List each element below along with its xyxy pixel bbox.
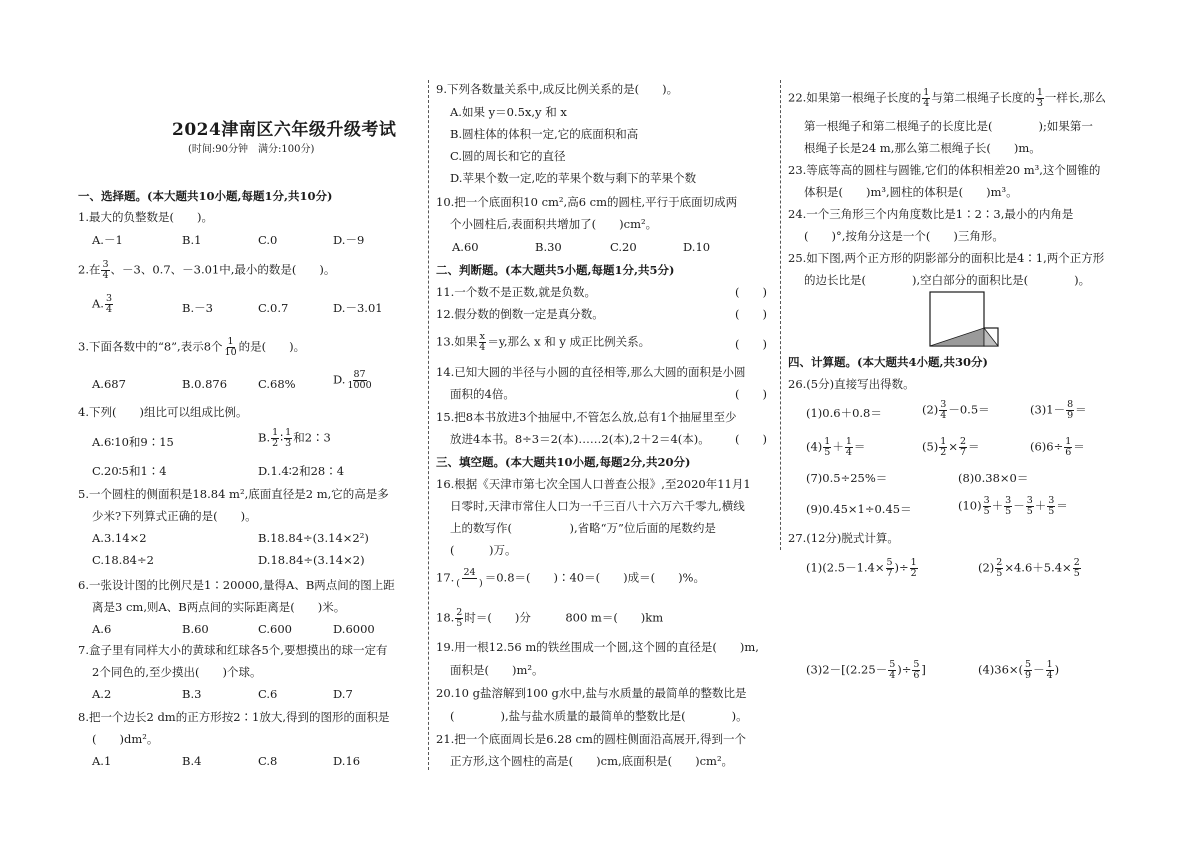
question-stem: 8.把一个边长2 dm的正方形按2∶1放大,得到的图形的面积是: [78, 710, 390, 724]
question-stem: 23.等底等高的圆柱与圆锥,它们的体积相差20 m³,这个圆锥的: [788, 163, 1101, 177]
option: A.687: [92, 377, 126, 391]
answer-paren: ( ): [735, 337, 767, 351]
option: D.18.84÷(3.14×2): [258, 553, 365, 567]
option: D.6000: [333, 622, 375, 636]
question-stem: 面积的4倍。: [450, 387, 515, 401]
question-stem: 正方形,这个圆柱的高是( )cm,底面积是( )cm²。: [450, 754, 734, 768]
option: B.30: [535, 240, 562, 254]
option: A.如果 y＝0.5x,y 和 x: [450, 105, 567, 119]
section-heading: 三、填空题。(本大题共10小题,每题2分,共20分): [436, 455, 691, 469]
option: D.－9: [333, 233, 365, 247]
question-stem: ( )dm²。: [92, 732, 159, 746]
option: A.60: [452, 240, 479, 254]
question-stem: 日零时,天津市常住人口为一千三百八十六万六千零九,横线: [450, 499, 745, 513]
exam-title: 2024津南区六年级升级考试: [172, 120, 397, 140]
option: C.0.7: [258, 301, 289, 315]
option: A.1: [92, 754, 112, 768]
option: B.圆柱体的体积一定,它的底面积和高: [450, 127, 639, 141]
question-stem: 10.把一个底面积10 cm²,高6 cm的圆柱,平行于底面切成两: [436, 195, 738, 209]
calc-item: (2) $\frac{3}{4}$ －0.5＝: [922, 399, 990, 421]
answer-paren: ( ): [735, 285, 767, 299]
calc-item: (6)6÷ $\frac{1}{6}$ ＝: [1030, 436, 1085, 458]
question-stem: 25.如下图,两个正方形的阴影部分的面积比是4∶1,两个正方形: [788, 251, 1105, 265]
question-stem: 3.下面各数中的“8”,表示8个 $\frac{1}{10}$ 的是( )。: [78, 336, 306, 358]
option: B.0.876: [182, 377, 228, 391]
question-stem: 27.(12分)脱式计算。: [788, 531, 899, 545]
section-heading: 一、选择题。(本大题共10小题,每题1分,共10分): [78, 189, 333, 203]
option: D.10: [683, 240, 711, 254]
option: C.600: [258, 622, 292, 636]
question-stem: 9.下列各数量关系中,成反比例关系的是( )。: [436, 82, 679, 96]
section-heading: 四、计算题。(本大题共4小题,共30分): [788, 355, 988, 369]
question-stem: 第一根绳子和第二根绳子的长度比是( );如果第一: [804, 119, 1093, 133]
option: D.7: [333, 687, 353, 701]
option: A.6: [92, 622, 112, 636]
question-stem: 12.假分数的倒数一定是真分数。: [436, 307, 604, 321]
two-squares-figure: [928, 290, 1000, 348]
column-divider: [428, 80, 429, 770]
question-stem: 6.一张设计图的比例尺是1∶20000,量得A、B两点间的图上距: [78, 578, 395, 592]
calc-item: (9)0.45×1÷0.45＝: [806, 502, 912, 516]
question-stem: 17. 24 ( ) ＝0.8＝( )∶40＝( )成＝( )%。: [436, 567, 705, 589]
question-stem: 15.把8本书放进3个抽屉中,不管怎么放,总有1个抽屉里至少: [436, 410, 737, 424]
calc-item: (8)0.38×0＝: [958, 471, 1029, 485]
option: B. $\frac{1}{2}$ ∶ $\frac{1}{3}$ 和2∶3: [258, 427, 331, 449]
question-stem: 5.一个圆柱的侧面积是18.84 m²,底面直径是2 m,它的高是多: [78, 487, 389, 501]
question-stem: 离是3 cm,则A、B两点间的实际距离是( )米。: [92, 600, 346, 614]
answer-paren: ( ): [735, 432, 767, 446]
option: D. $\frac{87}{1000}$: [333, 369, 372, 391]
option: D.1.4∶2和28∶4: [258, 464, 345, 478]
question-stem: 2.在 $\frac{3}{4}$ 、－3、0.7、－3.01中,最小的数是( )。: [78, 259, 336, 281]
question-stem: 个小圆柱后,表面积共增加了( )cm²。: [450, 217, 658, 231]
question-stem: 面积是( )m²。: [450, 663, 544, 677]
question-stem: 19.用一根12.56 m的铁丝围成一个圆,这个圆的直径是( )m,: [436, 640, 759, 654]
question-stem: 22.如果第一根绳子长度的 $\frac{1}{4}$ 与第二根绳子长度的 $\frac{1}{3}$ 一样长,那么: [788, 87, 1107, 109]
question-stem: 18. $\frac{2}{5}$ 时＝( )分 800 m＝( )km: [436, 607, 664, 629]
question-stem: 放进4本书。8÷3＝2(本)……2(本),2＋2＝4(本)。: [450, 432, 710, 446]
option: C.18.84÷2: [92, 553, 154, 567]
option: D.－3.01: [333, 301, 383, 315]
calc-expression: (3)2－[(2.25－ $\frac{5}{4}$ )÷ $\frac{5}{6}$ ]: [806, 659, 926, 681]
question-stem: 少米?下列算式正确的是( )。: [92, 509, 257, 523]
option: D.16: [333, 754, 361, 768]
option: B.4: [182, 754, 202, 768]
option: B.－3: [182, 301, 213, 315]
option: D.苹果个数一定,吃的苹果个数与剩下的苹果个数: [450, 171, 697, 185]
question-stem: 1.最大的负整数是( )。: [78, 210, 213, 224]
answer-paren: ( ): [735, 387, 767, 401]
question-stem: 上的数写作( ),省略“万”位后面的尾数约是: [450, 521, 716, 535]
option: C.8: [258, 754, 278, 768]
question-stem: 20.10 g盐溶解到100 g水中,盐与水质量的最简单的整数比是: [436, 686, 747, 700]
option: B.3: [182, 687, 202, 701]
option: B.18.84÷(3.14×2²): [258, 531, 369, 545]
option: A.6∶10和9∶15: [92, 435, 174, 449]
question-stem: 根绳子长是24 m,那么第二根绳子长( )m。: [804, 141, 1041, 155]
calc-item: (7)0.5÷25%＝: [806, 471, 888, 485]
option: B.60: [182, 622, 209, 636]
option: A.－1: [92, 233, 123, 247]
option: A.2: [92, 687, 112, 701]
question-stem: 7.盒子里有同样大小的黄球和红球各5个,要想摸出的球一定有: [78, 643, 388, 657]
calc-item: (10) $\frac{3}{5}$ ＋ $\frac{3}{5}$ － $\frac{3}{5}$ ＋ $\frac{3}{5}$ ＝: [958, 495, 1068, 517]
question-stem: ( )万。: [450, 543, 517, 557]
option: A.3.14×2: [92, 531, 147, 545]
option: C.68%: [258, 377, 296, 391]
question-stem: ( )°,按角分这是一个( )三角形。: [804, 229, 1004, 243]
option: C.圆的周长和它的直径: [450, 149, 566, 163]
question-stem: 11.一个数不是正数,就是负数。: [436, 285, 596, 299]
calc-item: (1)0.6＋0.8＝: [806, 406, 882, 420]
question-stem: 体积是( )m³,圆柱的体积是( )m³。: [804, 185, 1018, 199]
option: C.20∶5和1∶4: [92, 464, 167, 478]
calc-item: (3)1－ $\frac{8}{9}$ ＝: [1030, 399, 1087, 421]
calc-expression: (4)36×( $\frac{5}{9}$ － $\frac{1}{4}$ ): [978, 659, 1060, 681]
question-stem: 的边长比是( ),空白部分的面积比是( )。: [804, 273, 1091, 287]
question-stem: ( ),盐与盐水质量的最简单的整数比是( )。: [450, 709, 748, 723]
question-stem: 26.(5分)直接写出得数。: [788, 377, 915, 391]
option: C.0: [258, 233, 278, 247]
calc-expression: (1)(2.5－1.4× $\frac{5}{7}$ )÷ $\frac{1}{2}$: [806, 557, 917, 579]
answer-paren: ( ): [735, 307, 767, 321]
question-stem: 16.根据《天津市第七次全国人口普查公报》,至2020年11月1: [436, 477, 751, 491]
option: C.20: [610, 240, 637, 254]
option: A. $\frac{3}{4}$: [92, 293, 113, 315]
calc-item: (4) $\frac{1}{5}$ ＋ $\frac{1}{4}$ ＝: [806, 436, 866, 458]
question-stem: 24.一个三角形三个内角度数比是1∶2∶3,最小的内角是: [788, 207, 1074, 221]
question-stem: 4.下列( )组比可以组成比例。: [78, 405, 248, 419]
question-stem: 2个同色的,至少摸出( )个球。: [92, 665, 262, 679]
calc-expression: (2) $\frac{2}{5}$ ×4.6＋5.4× $\frac{2}{5}$: [978, 557, 1080, 579]
option: B.1: [182, 233, 202, 247]
section-heading: 二、判断题。(本大题共5小题,每题1分,共5分): [436, 263, 675, 277]
exam-subtitle: (时间:90分钟 满分:100分): [188, 144, 315, 155]
question-stem: 21.把一个底面周长是6.28 cm的圆柱侧面沿高展开,得到一个: [436, 732, 747, 746]
question-stem: 14.已知大圆的半径与小圆的直径相等,那么大圆的面积是小圆: [436, 365, 746, 379]
calc-item: (5) $\frac{1}{2}$ × $\frac{2}{7}$ ＝: [922, 436, 980, 458]
option: C.6: [258, 687, 278, 701]
column-divider: [780, 80, 781, 550]
question-stem: 13.如果 $\frac{x}{4}$ ＝y,那么 x 和 y 成正比例关系。: [436, 331, 651, 353]
shaded-triangle-large: [930, 328, 984, 346]
shaded-triangle-small: [984, 328, 998, 346]
